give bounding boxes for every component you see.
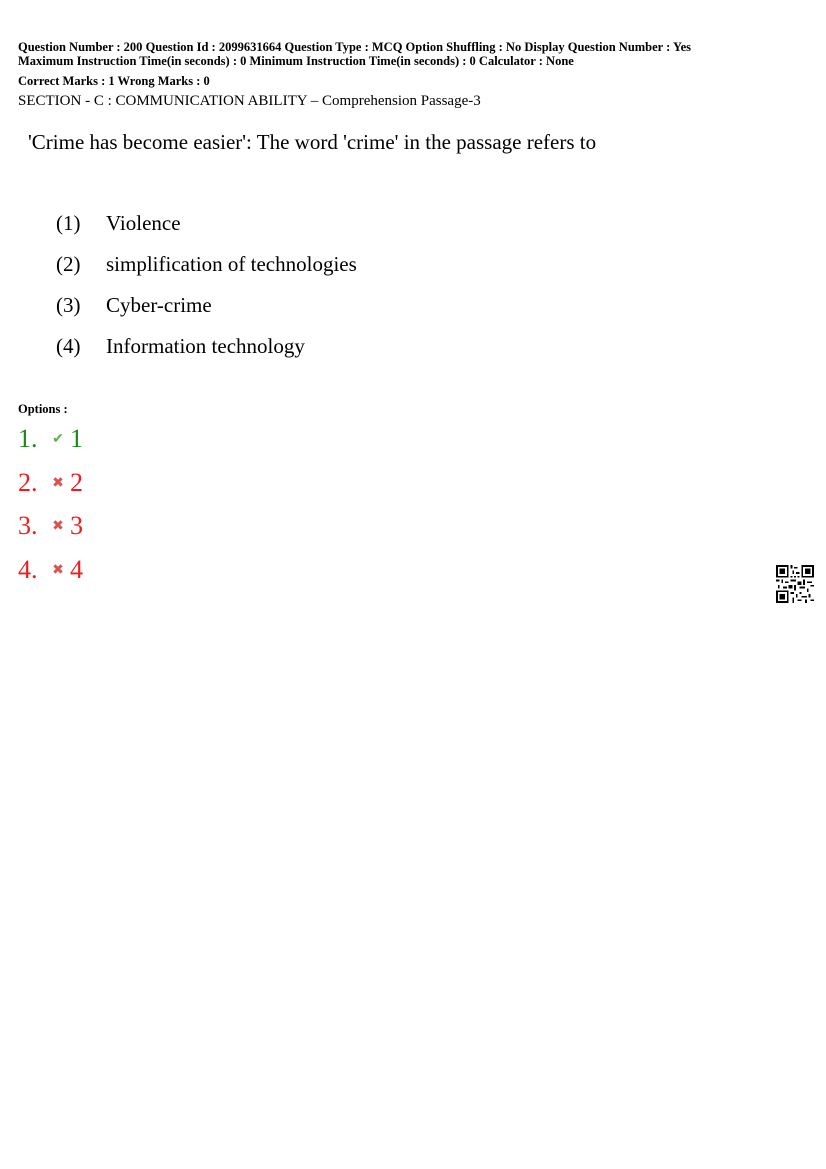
question-meta-line-3 <box>18 74 210 88</box>
cross-icon: ✖ <box>52 519 64 534</box>
display-question-number: Display Question Number : Yes <box>524 40 692 54</box>
wrong-marks: Wrong Marks : 0 <box>117 74 210 88</box>
question-type: Question Type : MCQ <box>284 40 403 54</box>
choice-item <box>56 290 357 331</box>
min-instruction-time: Minimum Instruction Time(in seconds) : 0 <box>249 54 476 68</box>
option-value: 2 <box>70 467 83 497</box>
option-shuffling: Option Shuffling : No <box>405 40 522 54</box>
choice-text: Information technology <box>106 334 305 358</box>
options-label: Options : <box>18 402 68 416</box>
section-title: SECTION - C : COMMUNICATION ABILITY – Comprehension Passage-3 <box>18 93 481 109</box>
choice-item <box>56 208 357 249</box>
cross-icon: ✖ <box>52 562 64 578</box>
option-item-wrong <box>18 553 83 597</box>
option-item-wrong <box>18 466 83 510</box>
question-meta-line-1 <box>18 40 691 54</box>
question-id: Question Id : 2099631664 <box>145 40 282 54</box>
cross-icon: ✖ <box>52 475 64 491</box>
correct-marks: Correct Marks : 1 <box>18 74 115 88</box>
choice-number: (3) <box>56 293 81 317</box>
option-value: 3 <box>70 511 83 540</box>
choice-item <box>56 249 357 290</box>
choice-number: (1) <box>56 211 81 235</box>
option-item-correct <box>18 422 83 466</box>
option-index: 3. <box>18 511 38 540</box>
question-text: 'Crime has become easier': The word 'crime' in the passage refers to <box>28 130 597 154</box>
question-meta-line-2 <box>18 54 574 68</box>
option-value: 1 <box>70 424 83 453</box>
option-index: 4. <box>18 554 38 584</box>
option-item-wrong <box>18 509 83 553</box>
answer-choices <box>56 208 357 372</box>
choice-item <box>56 331 357 372</box>
option-index: 2. <box>18 467 38 497</box>
option-index: 1. <box>18 424 38 453</box>
choice-text: Cyber-crime <box>106 293 212 317</box>
choice-text: Violence <box>106 211 181 235</box>
choice-text: simplification of technologies <box>106 252 357 276</box>
choice-number: (2) <box>56 252 81 276</box>
question-number: Question Number : 200 <box>18 40 143 54</box>
calculator: Calculator : None <box>478 54 574 68</box>
option-results <box>18 422 83 596</box>
qr-code-icon <box>776 565 814 603</box>
max-instruction-time: Maximum Instruction Time(in seconds) : 0 <box>18 54 247 68</box>
option-value: 4 <box>70 554 83 584</box>
check-icon: ✔ <box>52 432 64 447</box>
choice-number: (4) <box>56 334 81 358</box>
